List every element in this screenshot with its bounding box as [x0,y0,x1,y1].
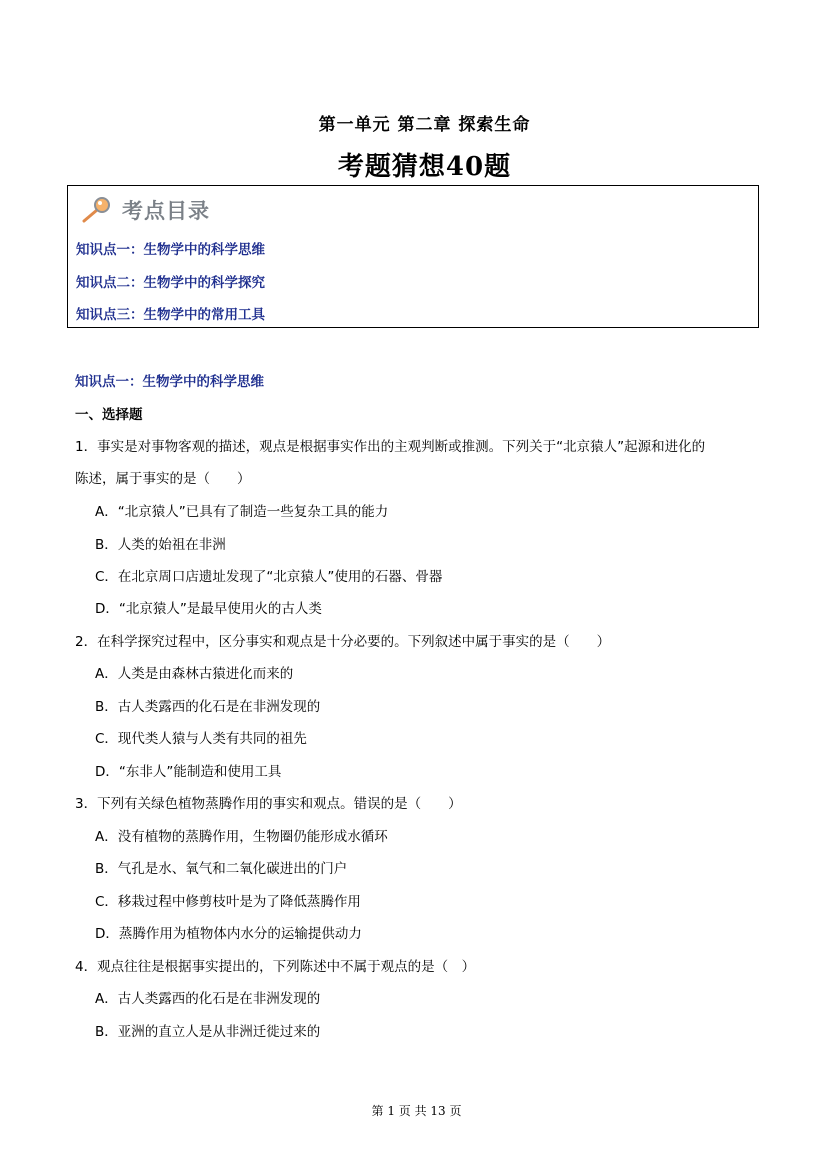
toc-heading: 考点目录 [122,199,210,223]
question-1-stem-line2: 陈述，属于事实的是（ ） [75,471,251,487]
question-2-option-d: D．“东非人”能制造和使用工具 [95,764,282,780]
section-heading: 知识点一：生物学中的科学思维 [75,374,264,390]
question-4-option-a: A．古人类露西的化石是在非洲发现的 [95,991,321,1007]
question-4-option-b: B．亚洲的直立人是从非洲迁徙过来的 [95,1024,321,1040]
question-3-option-a: A．没有植物的蒸腾作用，生物圈仍能形成水循环 [95,829,388,845]
question-1-option-a: A．“北京猿人”已具有了制造一些复杂工具的能力 [95,504,389,520]
toc-header [80,194,210,226]
question-1-option-c: C．在北京周口店遗址发现了“北京猿人”使用的石器、骨器 [95,569,443,585]
question-1-option-b: B．人类的始祖在非洲 [95,537,226,553]
question-3-option-b: B．气孔是水、氧气和二氧化碳进出的门户 [95,861,348,877]
page-footer: 第 1 页 共 13 页 [371,1104,462,1118]
question-1-stem-line1: 1．事实是对事物客观的描述，观点是根据事实作出的主观判断或推测。下列关于“北京猿人”起源和进化的 [75,439,706,455]
toc-item-1[interactable]: 知识点一：生物学中的科学思维 [76,242,265,258]
question-1-option-d: D．“北京猿人”是最早使用火的古人类 [95,601,322,617]
question-2-option-c: C．现代类人猿与人类有共同的祖先 [95,731,307,747]
toc-item-3[interactable]: 知识点三：生物学中的常用工具 [76,307,265,323]
question-2-option-a: A．人类是由森林古猿进化而来的 [95,666,294,682]
chapter-title: 第一单元 第二章 探索生命 [318,115,531,135]
question-4-stem: 4．观点往往是根据事实提出的，下列陈述中不属于观点的是（ ） [75,959,476,975]
question-2-stem: 2．在科学探究过程中，区分事实和观点是十分必要的。下列叙述中属于事实的是（ ） [75,634,611,650]
toc-box [67,185,759,328]
question-3-option-c: C．移栽过程中修剪枝叶是为了降低蒸腾作用 [95,894,361,910]
question-3-stem: 3．下列有关绿色植物蒸腾作用的事实和观点。错误的是（ ） [75,796,462,812]
section-subheading: 一、选择题 [75,407,143,423]
question-3-option-d: D．蒸腾作用为植物体内水分的运输提供动力 [95,926,362,942]
toc-item-2[interactable]: 知识点二：生物学中的科学探究 [76,275,265,291]
page-title: 考题猜想40题 [337,152,512,182]
question-2-option-b: B．古人类露西的化石是在非洲发现的 [95,699,321,715]
magnifier-icon [80,195,114,225]
